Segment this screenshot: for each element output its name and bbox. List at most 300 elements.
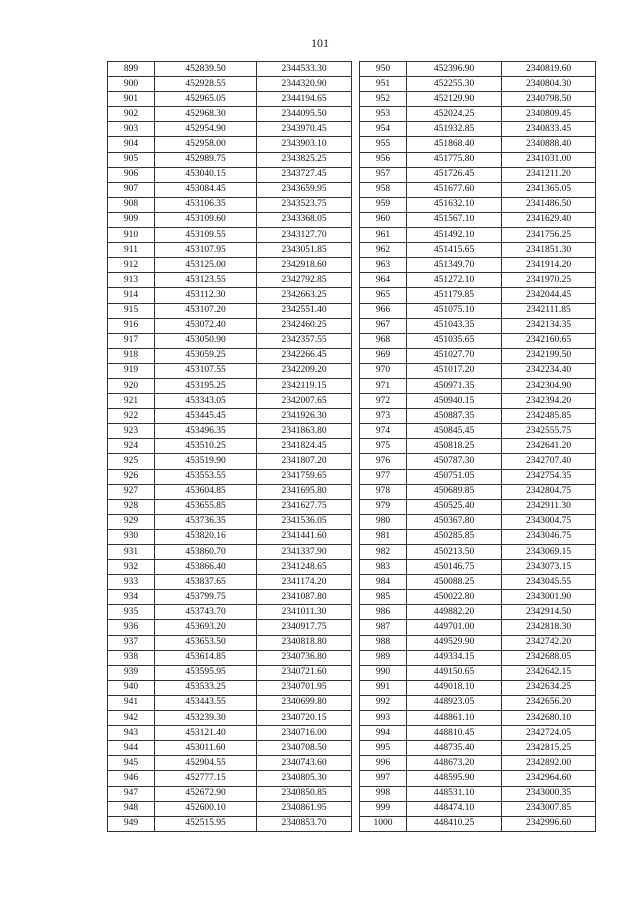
y-coordinate-cell: 2343045.55	[502, 575, 596, 590]
table-row	[360, 409, 596, 424]
point-number-cell: 943	[108, 726, 155, 741]
table-row	[108, 816, 352, 831]
x-coordinate-cell: 451043.35	[407, 318, 502, 333]
x-coordinate-cell: 453820.16	[155, 529, 257, 544]
y-coordinate-cell: 2342044.45	[502, 288, 596, 303]
table-row	[108, 605, 352, 620]
y-coordinate-cell: 2342724.05	[502, 726, 596, 741]
y-coordinate-cell: 2342007.65	[257, 394, 352, 409]
point-number-cell: 932	[108, 560, 155, 575]
x-coordinate-cell: 452968.30	[155, 107, 257, 122]
point-number-cell: 970	[360, 363, 407, 378]
table-row	[108, 469, 352, 484]
y-coordinate-cell: 2342688.05	[502, 650, 596, 665]
table-row	[360, 212, 596, 227]
table-row	[108, 786, 352, 801]
table-row	[108, 499, 352, 514]
table-row	[108, 635, 352, 650]
point-number-cell: 958	[360, 182, 407, 197]
point-number-cell: 969	[360, 348, 407, 363]
table-row	[108, 560, 352, 575]
table-row	[360, 545, 596, 560]
x-coordinate-cell: 448735.40	[407, 741, 502, 756]
point-number-cell: 956	[360, 152, 407, 167]
point-number-cell: 906	[108, 167, 155, 182]
x-coordinate-cell: 451017.20	[407, 363, 502, 378]
table-row	[108, 363, 352, 378]
point-number-cell: 986	[360, 605, 407, 620]
x-coordinate-cell: 450285.85	[407, 529, 502, 544]
point-number-cell: 920	[108, 378, 155, 393]
y-coordinate-cell: 2340743.60	[257, 756, 352, 771]
y-coordinate-cell: 2343825.25	[257, 152, 352, 167]
table-row	[108, 288, 352, 303]
point-number-cell: 981	[360, 529, 407, 544]
y-coordinate-cell: 2343007.85	[502, 801, 596, 816]
x-coordinate-cell: 453837.65	[155, 575, 257, 590]
table-row	[108, 424, 352, 439]
point-number-cell: 916	[108, 318, 155, 333]
point-number-cell: 975	[360, 439, 407, 454]
point-number-cell: 966	[360, 303, 407, 318]
x-coordinate-cell: 453655.85	[155, 499, 257, 514]
point-number-cell: 933	[108, 575, 155, 590]
table-row	[108, 711, 352, 726]
y-coordinate-cell: 2341851.30	[502, 243, 596, 258]
table-row	[360, 243, 596, 258]
x-coordinate-cell: 448923.05	[407, 695, 502, 710]
y-coordinate-cell: 2343368.05	[257, 212, 352, 227]
table-row	[360, 363, 596, 378]
coordinate-table-left	[107, 61, 352, 832]
x-coordinate-cell: 451035.65	[407, 333, 502, 348]
point-number-cell: 921	[108, 394, 155, 409]
x-coordinate-cell: 451868.40	[407, 137, 502, 152]
point-number-cell: 944	[108, 741, 155, 756]
point-number-cell: 964	[360, 273, 407, 288]
table-row	[360, 469, 596, 484]
point-number-cell: 947	[108, 786, 155, 801]
table-row	[360, 635, 596, 650]
y-coordinate-cell: 2340850.85	[257, 786, 352, 801]
y-coordinate-cell: 2342996.60	[502, 816, 596, 831]
y-coordinate-cell: 2343051.85	[257, 243, 352, 258]
point-number-cell: 991	[360, 680, 407, 695]
x-coordinate-cell: 452965.05	[155, 92, 257, 107]
y-coordinate-cell: 2343970.45	[257, 122, 352, 137]
x-coordinate-cell: 453084.45	[155, 182, 257, 197]
table-row	[360, 288, 596, 303]
x-coordinate-cell: 451775.80	[407, 152, 502, 167]
y-coordinate-cell: 2342304.90	[502, 378, 596, 393]
point-number-cell: 913	[108, 273, 155, 288]
x-coordinate-cell: 453595.95	[155, 665, 257, 680]
y-coordinate-cell: 2341536.05	[257, 514, 352, 529]
x-coordinate-cell: 449529.90	[407, 635, 502, 650]
point-number-cell: 948	[108, 801, 155, 816]
x-coordinate-cell: 453107.20	[155, 303, 257, 318]
table-row	[108, 77, 352, 92]
point-number-cell: 971	[360, 378, 407, 393]
point-number-cell: 999	[360, 801, 407, 816]
y-coordinate-cell: 2340805.30	[257, 771, 352, 786]
point-number-cell: 925	[108, 454, 155, 469]
point-number-cell: 950	[360, 62, 407, 77]
x-coordinate-cell: 451567.10	[407, 212, 502, 227]
table-row	[360, 62, 596, 77]
x-coordinate-cell: 448410.25	[407, 816, 502, 831]
x-coordinate-cell: 453059.25	[155, 348, 257, 363]
point-number-cell: 952	[360, 92, 407, 107]
table-row	[360, 529, 596, 544]
table-row	[360, 771, 596, 786]
x-coordinate-cell: 453736.35	[155, 514, 257, 529]
x-coordinate-cell: 453106.35	[155, 197, 257, 212]
x-coordinate-cell: 451492.10	[407, 228, 502, 243]
x-coordinate-cell: 450887.35	[407, 409, 502, 424]
table-row	[108, 378, 352, 393]
point-number-cell: 918	[108, 348, 155, 363]
table-row	[108, 273, 352, 288]
y-coordinate-cell: 2343727.45	[257, 167, 352, 182]
y-coordinate-cell: 2342199.50	[502, 348, 596, 363]
y-coordinate-cell: 2340716.00	[257, 726, 352, 741]
y-coordinate-cell: 2344194.65	[257, 92, 352, 107]
point-number-cell: 922	[108, 409, 155, 424]
point-number-cell: 909	[108, 212, 155, 227]
table-row	[360, 741, 596, 756]
y-coordinate-cell: 2341970.25	[502, 273, 596, 288]
table-row	[108, 303, 352, 318]
point-number-cell: 936	[108, 620, 155, 635]
table-body-right	[360, 62, 596, 832]
y-coordinate-cell: 2340888.40	[502, 137, 596, 152]
point-number-cell: 946	[108, 771, 155, 786]
table-row	[360, 816, 596, 831]
table-row	[108, 741, 352, 756]
y-coordinate-cell: 2341756.25	[502, 228, 596, 243]
x-coordinate-cell: 452024.25	[407, 107, 502, 122]
point-number-cell: 915	[108, 303, 155, 318]
point-number-cell: 959	[360, 197, 407, 212]
point-number-cell: 992	[360, 695, 407, 710]
x-coordinate-cell: 450213.50	[407, 545, 502, 560]
x-coordinate-cell: 451179.85	[407, 288, 502, 303]
y-coordinate-cell: 2341914.20	[502, 258, 596, 273]
point-number-cell: 995	[360, 741, 407, 756]
table-row	[360, 560, 596, 575]
x-coordinate-cell: 453519.90	[155, 454, 257, 469]
point-number-cell: 957	[360, 167, 407, 182]
x-coordinate-cell: 448595.90	[407, 771, 502, 786]
coordinate-table-right	[359, 61, 596, 832]
y-coordinate-cell: 2342754.35	[502, 469, 596, 484]
table-row	[108, 680, 352, 695]
y-coordinate-cell: 2343523.75	[257, 197, 352, 212]
y-coordinate-cell: 2343001.90	[502, 590, 596, 605]
y-coordinate-cell: 2342234.40	[502, 363, 596, 378]
point-number-cell: 979	[360, 499, 407, 514]
table-row	[108, 590, 352, 605]
table-row	[108, 771, 352, 786]
y-coordinate-cell: 2342111.85	[502, 303, 596, 318]
table-row	[360, 424, 596, 439]
x-coordinate-cell: 453109.55	[155, 228, 257, 243]
table-row	[360, 137, 596, 152]
x-coordinate-cell: 449701.00	[407, 620, 502, 635]
table-row	[360, 590, 596, 605]
point-number-cell: 967	[360, 318, 407, 333]
point-number-cell: 977	[360, 469, 407, 484]
table-row	[108, 484, 352, 499]
table-row	[360, 605, 596, 620]
y-coordinate-cell: 2341629.40	[502, 212, 596, 227]
x-coordinate-cell: 451027.70	[407, 348, 502, 363]
table-row	[360, 318, 596, 333]
point-number-cell: 902	[108, 107, 155, 122]
table-row	[360, 454, 596, 469]
x-coordinate-cell: 452129.90	[407, 92, 502, 107]
x-coordinate-cell: 453040.15	[155, 167, 257, 182]
x-coordinate-cell: 450940.15	[407, 394, 502, 409]
x-coordinate-cell: 448673.20	[407, 756, 502, 771]
point-number-cell: 983	[360, 560, 407, 575]
y-coordinate-cell: 2342680.10	[502, 711, 596, 726]
table-row	[360, 801, 596, 816]
table-row	[360, 514, 596, 529]
table-row	[360, 167, 596, 182]
y-coordinate-cell: 2341695.80	[257, 484, 352, 499]
x-coordinate-cell: 450818.25	[407, 439, 502, 454]
x-coordinate-cell: 451415.65	[407, 243, 502, 258]
table-row	[360, 756, 596, 771]
table-row	[360, 182, 596, 197]
y-coordinate-cell: 2341486.50	[502, 197, 596, 212]
point-number-cell: 937	[108, 635, 155, 650]
table-row	[108, 409, 352, 424]
x-coordinate-cell: 448531.10	[407, 786, 502, 801]
point-number-cell: 929	[108, 514, 155, 529]
y-coordinate-cell: 2340818.80	[257, 635, 352, 650]
x-coordinate-cell: 448474.10	[407, 801, 502, 816]
y-coordinate-cell: 2343127.70	[257, 228, 352, 243]
point-number-cell: 994	[360, 726, 407, 741]
point-number-cell: 912	[108, 258, 155, 273]
x-coordinate-cell: 453121.40	[155, 726, 257, 741]
point-number-cell: 962	[360, 243, 407, 258]
table-row	[360, 333, 596, 348]
point-number-cell: 940	[108, 680, 155, 695]
y-coordinate-cell: 2342551.40	[257, 303, 352, 318]
x-coordinate-cell: 453693.20	[155, 620, 257, 635]
y-coordinate-cell: 2342818.30	[502, 620, 596, 635]
point-number-cell: 945	[108, 756, 155, 771]
y-coordinate-cell: 2342634.25	[502, 680, 596, 695]
x-coordinate-cell: 452904.55	[155, 756, 257, 771]
point-number-cell: 974	[360, 424, 407, 439]
table-row	[108, 212, 352, 227]
x-coordinate-cell: 453604.85	[155, 484, 257, 499]
table-row	[108, 545, 352, 560]
table-row	[108, 228, 352, 243]
y-coordinate-cell: 2340798.50	[502, 92, 596, 107]
point-number-cell: 899	[108, 62, 155, 77]
table-row	[108, 137, 352, 152]
y-coordinate-cell: 2342742.20	[502, 635, 596, 650]
table-row	[108, 348, 352, 363]
table-body-left	[108, 62, 352, 832]
point-number-cell: 914	[108, 288, 155, 303]
y-coordinate-cell: 2340819.60	[502, 62, 596, 77]
y-coordinate-cell: 2342555.75	[502, 424, 596, 439]
table-row	[360, 152, 596, 167]
x-coordinate-cell: 453011.60	[155, 741, 257, 756]
y-coordinate-cell: 2340701.95	[257, 680, 352, 695]
table-row	[360, 77, 596, 92]
point-number-cell: 990	[360, 665, 407, 680]
y-coordinate-cell: 2342642.15	[502, 665, 596, 680]
x-coordinate-cell: 451349.70	[407, 258, 502, 273]
point-number-cell: 963	[360, 258, 407, 273]
y-coordinate-cell: 2342641.20	[502, 439, 596, 454]
x-coordinate-cell: 451075.10	[407, 303, 502, 318]
y-coordinate-cell: 2342804.75	[502, 484, 596, 499]
y-coordinate-cell: 2343903.10	[257, 137, 352, 152]
table-row	[360, 695, 596, 710]
x-coordinate-cell: 453866.40	[155, 560, 257, 575]
y-coordinate-cell: 2342663.25	[257, 288, 352, 303]
point-number-cell: 923	[108, 424, 155, 439]
x-coordinate-cell: 450787.30	[407, 454, 502, 469]
x-coordinate-cell: 448861.10	[407, 711, 502, 726]
point-number-cell: 905	[108, 152, 155, 167]
point-number-cell: 924	[108, 439, 155, 454]
point-number-cell: 987	[360, 620, 407, 635]
point-number-cell: 931	[108, 545, 155, 560]
table-row	[108, 182, 352, 197]
table-row	[360, 439, 596, 454]
y-coordinate-cell: 2342209.20	[257, 363, 352, 378]
point-number-cell: 972	[360, 394, 407, 409]
y-coordinate-cell: 2342266.45	[257, 348, 352, 363]
point-number-cell: 968	[360, 333, 407, 348]
x-coordinate-cell: 450971.35	[407, 378, 502, 393]
y-coordinate-cell: 2343000.35	[502, 786, 596, 801]
x-coordinate-cell: 452777.15	[155, 771, 257, 786]
x-coordinate-cell: 450845.45	[407, 424, 502, 439]
x-coordinate-cell: 453510.25	[155, 439, 257, 454]
point-number-cell: 907	[108, 182, 155, 197]
x-coordinate-cell: 451932.85	[407, 122, 502, 137]
table-row	[360, 122, 596, 137]
point-number-cell: 935	[108, 605, 155, 620]
point-number-cell: 961	[360, 228, 407, 243]
table-row	[360, 258, 596, 273]
x-coordinate-cell: 453050.90	[155, 333, 257, 348]
point-number-cell: 965	[360, 288, 407, 303]
point-number-cell: 984	[360, 575, 407, 590]
x-coordinate-cell: 453799.75	[155, 590, 257, 605]
y-coordinate-cell: 2340721.60	[257, 665, 352, 680]
x-coordinate-cell: 452255.30	[407, 77, 502, 92]
x-coordinate-cell: 450367.80	[407, 514, 502, 529]
point-number-cell: 1000	[360, 816, 407, 831]
y-coordinate-cell: 2342964.60	[502, 771, 596, 786]
point-number-cell: 900	[108, 77, 155, 92]
point-number-cell: 926	[108, 469, 155, 484]
table-row	[108, 756, 352, 771]
y-coordinate-cell: 2341824.45	[257, 439, 352, 454]
y-coordinate-cell: 2341863.80	[257, 424, 352, 439]
table-row	[108, 454, 352, 469]
y-coordinate-cell: 2342815.25	[502, 741, 596, 756]
y-coordinate-cell: 2342119.15	[257, 378, 352, 393]
table-row	[360, 273, 596, 288]
x-coordinate-cell: 453195.25	[155, 378, 257, 393]
table-row	[108, 62, 352, 77]
x-coordinate-cell: 453743.70	[155, 605, 257, 620]
y-coordinate-cell: 2341627.75	[257, 499, 352, 514]
x-coordinate-cell: 453653.50	[155, 635, 257, 650]
x-coordinate-cell: 453614.85	[155, 650, 257, 665]
point-number-cell: 985	[360, 590, 407, 605]
x-coordinate-cell: 450689.85	[407, 484, 502, 499]
x-coordinate-cell: 449882.20	[407, 605, 502, 620]
x-coordinate-cell: 452515.95	[155, 816, 257, 831]
y-coordinate-cell: 2340804.30	[502, 77, 596, 92]
point-number-cell: 939	[108, 665, 155, 680]
x-coordinate-cell: 450751.05	[407, 469, 502, 484]
table-row	[108, 152, 352, 167]
table-row	[108, 514, 352, 529]
page-number: 101	[311, 36, 329, 50]
table-row	[360, 499, 596, 514]
y-coordinate-cell: 2341337.90	[257, 545, 352, 560]
point-number-cell: 930	[108, 529, 155, 544]
table-row	[108, 575, 352, 590]
x-coordinate-cell: 449018.10	[407, 680, 502, 695]
x-coordinate-cell: 449334.15	[407, 650, 502, 665]
y-coordinate-cell: 2342892.00	[502, 756, 596, 771]
point-number-cell: 938	[108, 650, 155, 665]
table-row	[108, 333, 352, 348]
y-coordinate-cell: 2343069.15	[502, 545, 596, 560]
x-coordinate-cell: 453445.45	[155, 409, 257, 424]
point-number-cell: 908	[108, 197, 155, 212]
x-coordinate-cell: 453443.55	[155, 695, 257, 710]
table-row	[360, 575, 596, 590]
table-row	[108, 92, 352, 107]
y-coordinate-cell: 2341926.30	[257, 409, 352, 424]
x-coordinate-cell: 453109.60	[155, 212, 257, 227]
y-coordinate-cell: 2341011.30	[257, 605, 352, 620]
table-row	[360, 228, 596, 243]
x-coordinate-cell: 452954.90	[155, 122, 257, 137]
point-number-cell: 978	[360, 484, 407, 499]
x-coordinate-cell: 451272.10	[407, 273, 502, 288]
x-coordinate-cell: 452928.55	[155, 77, 257, 92]
x-coordinate-cell: 452989.75	[155, 152, 257, 167]
y-coordinate-cell: 2340720.15	[257, 711, 352, 726]
x-coordinate-cell: 453533.25	[155, 680, 257, 695]
table-row	[360, 711, 596, 726]
table-row	[108, 258, 352, 273]
x-coordinate-cell: 448810.45	[407, 726, 502, 741]
table-row	[108, 197, 352, 212]
y-coordinate-cell: 2341211.20	[502, 167, 596, 182]
table-row	[108, 167, 352, 182]
x-coordinate-cell: 453239.30	[155, 711, 257, 726]
